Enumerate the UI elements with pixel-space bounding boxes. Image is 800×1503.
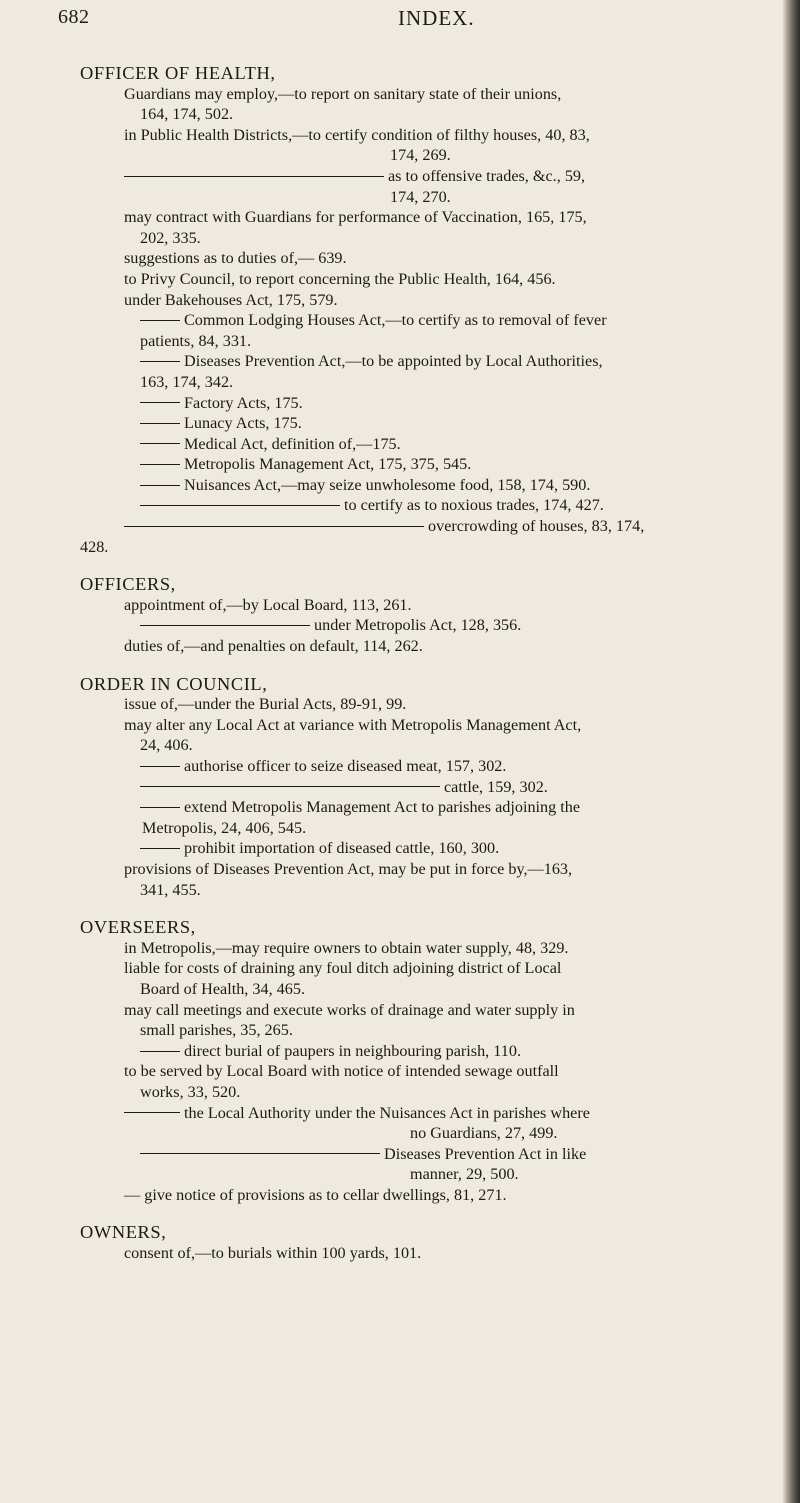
index-entry-text: suggestions as to duties of,— 639. bbox=[124, 249, 347, 268]
index-entry-line bbox=[80, 1041, 780, 1062]
index-entry-text: may contract with Guardians for performance of Vaccination, 165, 175, bbox=[124, 208, 587, 227]
index-entry-line bbox=[80, 1164, 780, 1185]
index-entry-text: small parishes, 35, 265. bbox=[140, 1021, 293, 1040]
index-section bbox=[80, 1222, 780, 1263]
index-entry-line bbox=[80, 104, 780, 125]
index-entry-text: patients, 84, 331. bbox=[140, 331, 252, 350]
index-heading: OFFICER OF HEALTH, bbox=[80, 63, 276, 83]
page-edge-shadow bbox=[782, 0, 800, 1503]
page-number: 682 bbox=[58, 6, 90, 28]
index-entry-line bbox=[80, 818, 780, 839]
index-entry-line bbox=[80, 797, 780, 818]
index-entry-text: Lunacy Acts, 175. bbox=[184, 414, 302, 433]
index-entry-text: in Public Health Districts,—to certify condition of filthy houses, 40, 83, bbox=[124, 125, 590, 144]
index-entry-line bbox=[80, 516, 780, 537]
index-entry-text: authorise officer to seize diseased meat, 157, 302. bbox=[184, 757, 507, 775]
index-entry-text: issue of,—under the Burial Acts, 89-91, 99. bbox=[124, 695, 407, 714]
index-heading: OFFICERS, bbox=[80, 574, 176, 595]
index-entry-line bbox=[80, 145, 780, 166]
ditto-rule bbox=[124, 526, 424, 527]
ditto-rule bbox=[140, 1051, 180, 1052]
index-entry-text: Diseases Prevention Act in like bbox=[384, 1144, 587, 1163]
index-entry-line bbox=[80, 310, 780, 331]
ditto-rule bbox=[140, 464, 180, 465]
index-entry-line bbox=[80, 454, 780, 475]
index-entry-line bbox=[80, 838, 780, 859]
index-entry-line bbox=[80, 351, 780, 372]
index-section bbox=[80, 574, 780, 656]
index-entry-text: works, 33, 520. bbox=[140, 1082, 241, 1101]
index-entry-line bbox=[80, 269, 780, 290]
index-entry-text: no Guardians, 27, 499. bbox=[410, 1124, 558, 1143]
index-entry-text: Diseases Prevention Act,—to be appointed by Local Authorities, bbox=[184, 352, 603, 371]
index-entry-line bbox=[80, 958, 780, 979]
index-entry-line bbox=[80, 615, 780, 636]
ditto-rule bbox=[140, 443, 180, 444]
index-entry-line bbox=[80, 331, 780, 352]
index-entry-text: Common Lodging Houses Act,—to certify as to removal of fever bbox=[184, 311, 607, 330]
index-entry-text: Metropolis Management Act, 175, 375, 545. bbox=[184, 455, 472, 474]
index-entry-text: in Metropolis,—may require owners to obtain water supply, 48, 329. bbox=[124, 938, 569, 957]
ditto-rule bbox=[124, 176, 384, 177]
index-entry-line bbox=[80, 1020, 780, 1041]
index-entry-line bbox=[80, 393, 780, 414]
index-section bbox=[80, 63, 780, 557]
index-entry-text: appointment of,—by Local Board, 113, 261. bbox=[124, 595, 412, 614]
ditto-rule bbox=[140, 361, 180, 362]
index-entry-text: 174, 270. bbox=[390, 187, 451, 206]
index-entry-text: 174, 269. bbox=[390, 146, 451, 165]
index-entry-line bbox=[80, 859, 780, 880]
index-entry-text: manner, 29, 500. bbox=[410, 1165, 519, 1184]
ditto-rule bbox=[140, 423, 180, 424]
index-content bbox=[80, 63, 780, 1281]
index-section bbox=[80, 674, 780, 901]
index-entry-text: 163, 174, 342. bbox=[140, 372, 234, 391]
ditto-rule bbox=[140, 485, 180, 486]
index-entry-line bbox=[80, 1123, 780, 1144]
index-entry-text: the Local Authority under the Nuisances Act in parishes where bbox=[184, 1103, 590, 1122]
index-entry-text: duties of,—and penalties on default, 114, 262. bbox=[124, 637, 423, 656]
index-entry-text: liable for costs of draining any foul ditch adjoining district of Local bbox=[124, 959, 562, 978]
index-entry-text: 164, 174, 502. bbox=[140, 105, 234, 124]
index-entry-line bbox=[80, 1082, 780, 1103]
index-entry-text: overcrowding of houses, 83, 174, bbox=[428, 517, 645, 536]
index-entry-text: 428. bbox=[80, 537, 109, 556]
index-entry-text: to Privy Council, to report concerning the Public Health, 164, 456. bbox=[124, 269, 556, 288]
index-entry-text: provisions of Diseases Prevention Act, may be put in force by,—163, bbox=[124, 859, 573, 878]
index-entry-text: as to offensive trades, &c., 59, bbox=[388, 166, 586, 185]
index-entry-line bbox=[80, 777, 780, 798]
index-entry-line bbox=[80, 694, 780, 715]
index-entry-text: extend Metropolis Management Act to parishes adjoining the bbox=[184, 798, 581, 817]
index-entry-text: Metropolis, 24, 406, 545. bbox=[142, 818, 307, 837]
ditto-rule bbox=[140, 766, 180, 767]
index-entry-line bbox=[80, 595, 780, 616]
index-entry-line bbox=[80, 228, 780, 249]
index-entry-text: may call meetings and execute works of drainage and water supply in bbox=[124, 1000, 575, 1019]
index-entry-line bbox=[80, 1144, 780, 1165]
index-entry-line bbox=[80, 1103, 780, 1124]
index-section bbox=[80, 917, 780, 1205]
index-entry-line bbox=[80, 248, 780, 269]
ditto-rule bbox=[140, 505, 340, 506]
index-heading: OVERSEERS, bbox=[80, 917, 196, 938]
ditto-rule bbox=[140, 402, 180, 403]
index-entry-text: under Bakehouses Act, 175, 579. bbox=[124, 290, 338, 309]
index-heading: ORDER IN COUNCIL, bbox=[80, 673, 268, 694]
index-entry-text: 24, 406. bbox=[140, 736, 193, 755]
index-entry-line bbox=[80, 880, 780, 901]
ditto-rule bbox=[140, 320, 180, 321]
index-entry-text: Board of Health, 34, 465. bbox=[140, 979, 305, 998]
ditto-rule bbox=[140, 848, 180, 849]
index-entry-line bbox=[80, 537, 780, 558]
index-entry-line bbox=[80, 636, 780, 657]
index-entry-text: 341, 455. bbox=[140, 880, 201, 899]
index-entry-line bbox=[80, 125, 780, 146]
running-head: INDEX. bbox=[398, 6, 475, 30]
index-entry-line bbox=[80, 84, 780, 105]
index-entry-text: Factory Acts, 175. bbox=[184, 393, 303, 412]
index-entry-line bbox=[80, 1000, 780, 1021]
index-entry-text: consent of,—to burials within 100 yards, 101. bbox=[124, 1244, 422, 1263]
index-entry-text: Nuisances Act,—may seize unwholesome food, 158, 174, 590. bbox=[184, 475, 591, 494]
index-entry-text: — give notice of provisions as to cellar dwellings, 81, 271. bbox=[124, 1185, 507, 1204]
index-entry-text: direct burial of paupers in neighbouring parish, 110. bbox=[184, 1041, 522, 1060]
index-entry-line bbox=[80, 938, 780, 959]
ditto-rule bbox=[140, 786, 440, 787]
index-entry-text: prohibit importation of diseased cattle, 160, 300. bbox=[184, 839, 500, 858]
index-entry-line bbox=[80, 979, 780, 1000]
index-entry-text: to be served by Local Board with notice of intended sewage outfall bbox=[124, 1062, 559, 1081]
index-entry-line bbox=[80, 413, 780, 434]
ditto-rule bbox=[124, 1112, 180, 1113]
index-entry-line bbox=[80, 756, 780, 777]
index-entry-text: Medical Act, definition of,—175. bbox=[184, 434, 401, 453]
index-entry-text: under Metropolis Act, 128, 356. bbox=[314, 616, 522, 635]
index-entry-line bbox=[80, 372, 780, 393]
index-entry-line bbox=[80, 1061, 780, 1082]
ditto-rule bbox=[140, 807, 180, 808]
ditto-rule bbox=[140, 625, 310, 626]
index-entry-line bbox=[80, 187, 780, 208]
index-entry-line bbox=[80, 207, 780, 228]
index-entry-text: to certify as to noxious trades, 174, 427. bbox=[344, 496, 604, 515]
index-entry-text: Guardians may employ,—to report on sanitary state of their unions, bbox=[124, 84, 562, 103]
ditto-rule bbox=[140, 1153, 380, 1154]
index-entry-line bbox=[80, 495, 780, 516]
index-entry-line bbox=[80, 166, 780, 187]
index-entry-text: 202, 335. bbox=[140, 228, 201, 247]
index-entry-text: cattle, 159, 302. bbox=[444, 777, 548, 796]
index-entry-line bbox=[80, 434, 780, 455]
page-header bbox=[0, 6, 800, 38]
index-entry-text: may alter any Local Act at variance with Metropolis Management Act, bbox=[124, 715, 582, 734]
index-entry-line bbox=[80, 475, 780, 496]
index-heading: OWNERS, bbox=[80, 1222, 167, 1243]
index-entry-line bbox=[80, 1243, 780, 1264]
index-entry-line bbox=[80, 715, 780, 736]
index-entry-line bbox=[80, 290, 780, 311]
index-entry-line bbox=[80, 1185, 780, 1206]
index-entry-line bbox=[80, 735, 780, 756]
